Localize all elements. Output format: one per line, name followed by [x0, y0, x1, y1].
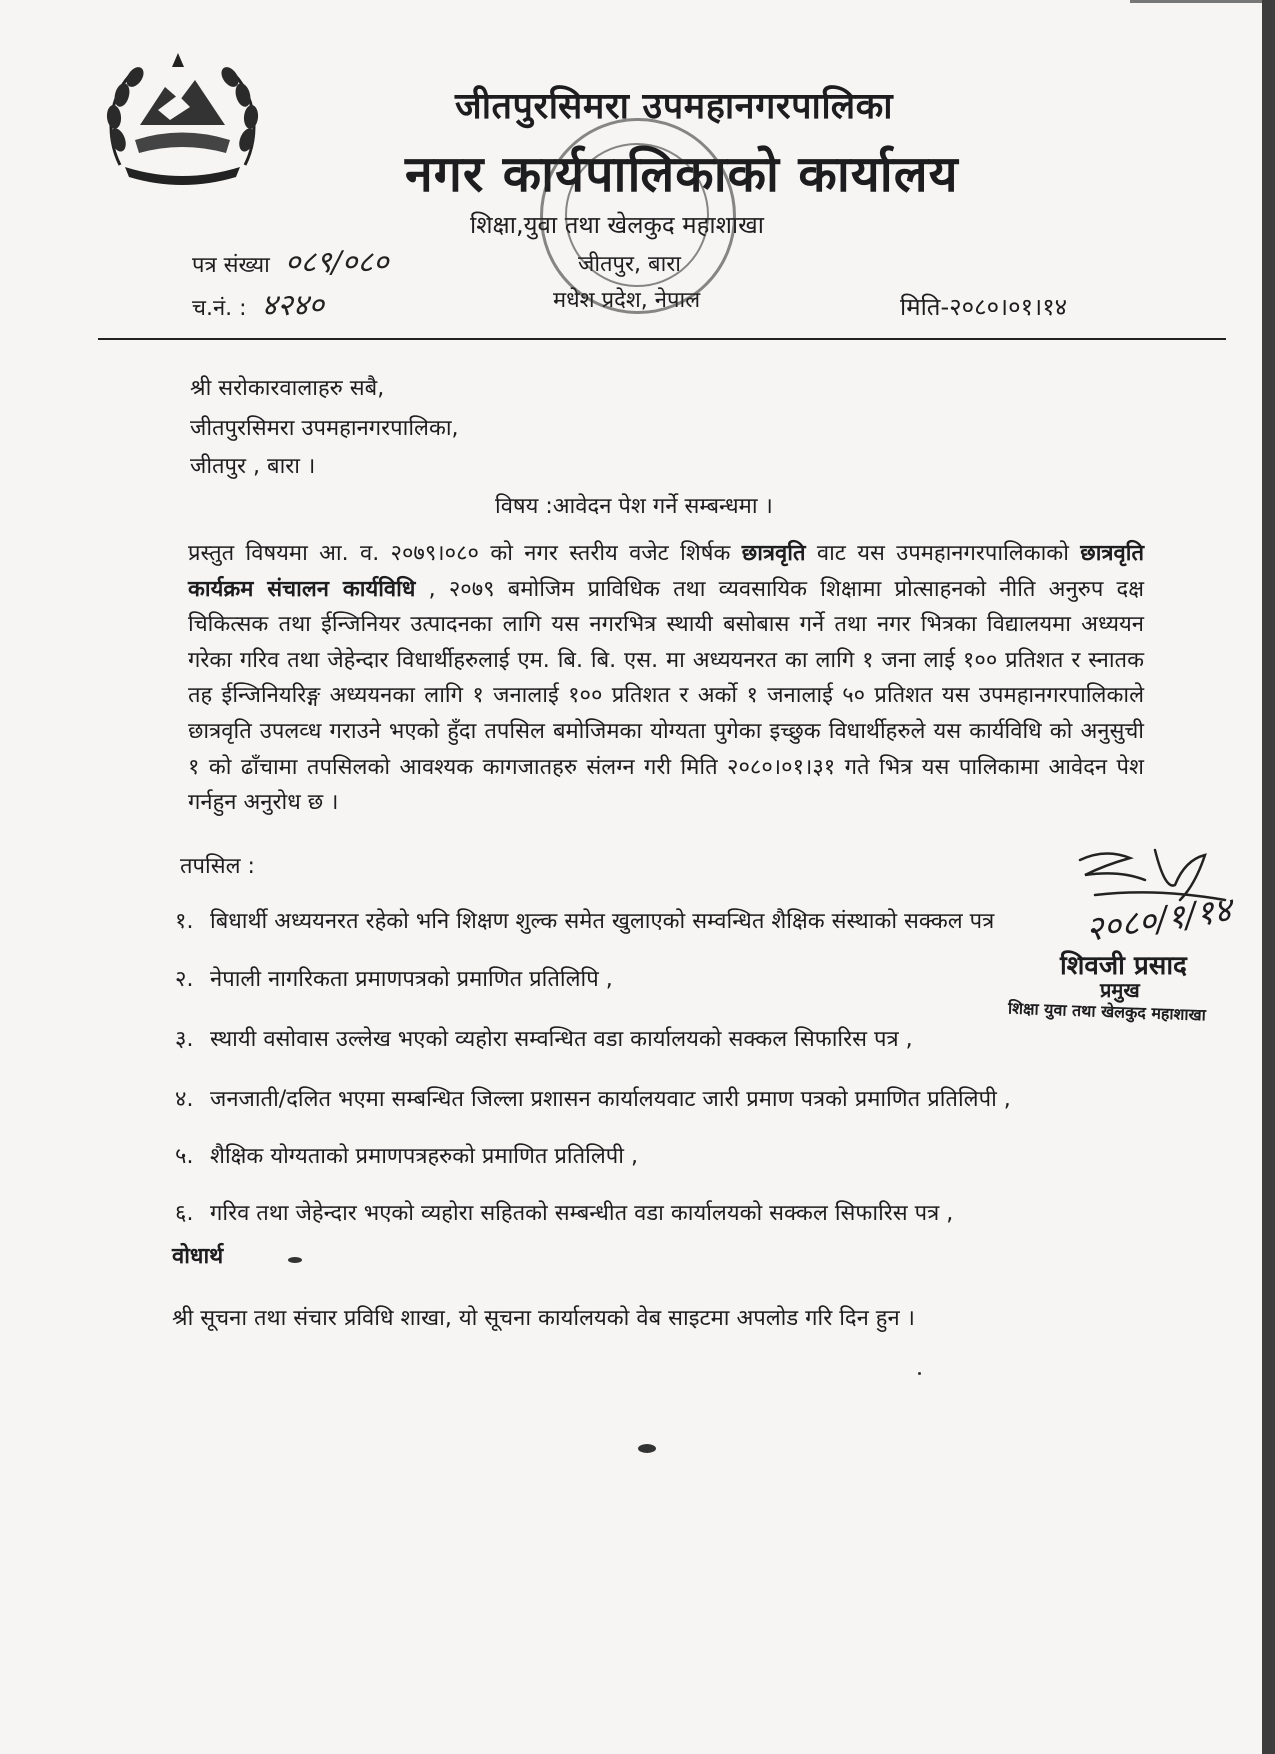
office-stamp-inner: [565, 143, 709, 287]
patra-sankhya: [192, 240, 389, 281]
tapasil-label: तपसिल :: [180, 854, 255, 879]
chalani-number: [192, 283, 324, 324]
scan-speck: [288, 1257, 302, 1263]
province-name: मधेश प्रदेश, नेपाल: [553, 288, 701, 313]
nepal-emblem-icon: [100, 45, 265, 190]
signatory-name: शिवजी प्रसाद: [1060, 951, 1187, 981]
cc-line: श्री सूचना तथा संचार प्रविधि शाखा, यो सूचना कार्यालयको वेब साइटमा अपलोड गरि दिन हुन ।: [172, 1306, 916, 1331]
list-item: [175, 1140, 638, 1170]
chalani-label: च.नं. :: [192, 296, 247, 321]
patra-value: ०८९/०८०: [284, 245, 389, 280]
list-item: [175, 905, 994, 935]
list-item-text: बिधार्थी अध्ययनरत रहेको भनि शिक्षण शुल्क समेत खुलाएको सम्वन्धित शैक्षिक संस्थाको सक्कल पत्र: [210, 909, 995, 934]
addressee-line-3: जीतपुर , बारा ।: [190, 454, 316, 479]
subject-line: विषय :आवेदन पेश गर्ने सम्बन्धमा ।: [495, 494, 773, 519]
org-name: जीतपुरसिमरा उपमहानगरपालिका: [455, 86, 894, 127]
header-divider: [98, 338, 1226, 340]
department-name: शिक्षा,युवा तथा खेलकुद महाशाखा: [470, 211, 764, 239]
body-paragraph: [188, 536, 1144, 821]
list-item-number: ४.: [175, 1087, 194, 1112]
chalani-value: ४२४०: [261, 288, 324, 323]
list-item-number: ३.: [175, 1027, 194, 1052]
signatory-title: प्रमुख: [1100, 978, 1140, 1002]
list-item-text: शैक्षिक योग्यताको प्रमाणपत्रहरुको प्रमाणित प्रतिलिपी ,: [210, 1144, 638, 1169]
scan-speck: [638, 1444, 656, 1453]
list-item-number: २.: [175, 967, 194, 992]
list-item: [175, 1197, 953, 1227]
body-bold-2: छात्रवृति कार्यक्रम संचालन कार्यविधि: [188, 541, 1144, 602]
list-item-number: ६.: [175, 1201, 194, 1226]
scan-edge-shadow: [1262, 0, 1275, 1754]
scan-edge-top: [1130, 0, 1262, 3]
list-item-text: नेपाली नागरिकता प्रमाणपत्रको प्रमाणित प्रतिलिपि ,: [210, 967, 613, 992]
list-item-text: गरिव तथा जेहेन्दार भएको व्यहोरा सहितको सम्बन्धीत वडा कार्यालयको सक्कल सिफारिस पत्र ,: [210, 1201, 954, 1226]
list-item-text: जनजाती/दलित भएमा सम्बन्धित जिल्ला प्रशासन कार्यालयवाट जारी प्रमाण पत्रको प्रमाणित प्रतिलिपी ,: [210, 1087, 1011, 1112]
list-item: [175, 1083, 1011, 1113]
signature-date: २०८०/१/१४: [1083, 889, 1235, 950]
city-name: जीतपुर, बारा: [578, 252, 681, 277]
bodhartha-label: वोधार्थ: [172, 1244, 224, 1269]
body-part-1: प्रस्तुत विषयमा आ. व. २०७९।०८० को नगर स्तरीय वजेट शिर्षक: [188, 541, 742, 566]
list-item-number: १.: [175, 909, 194, 934]
list-item-number: ५.: [175, 1144, 194, 1169]
list-item: [175, 1023, 913, 1053]
body-bold-1: छात्रवृति: [741, 541, 806, 566]
list-item-text: स्थायी वसोवास उल्लेख भएको व्यहोरा सम्वन्धित वडा कार्यालयको सक्कल सिफारिस पत्र ,: [210, 1027, 913, 1052]
body-part-2: वाट यस उपमहानगरपालिकाको: [805, 541, 1081, 566]
office-name: नगर कार्यपालिकाको कार्यालय: [405, 145, 959, 203]
patra-label: पत्र संख्या: [192, 253, 270, 278]
addressee-line-2: जीतपुरसिमरा उपमहानगरपालिका,: [190, 416, 459, 441]
scan-speck: [918, 1372, 921, 1375]
list-item: [175, 963, 613, 993]
signatory-department: शिक्षा युवा तथा खेलकुद महाशाखा: [1007, 998, 1207, 1025]
body-part-3: , २०७९ बमोजिम प्राविधिक तथा व्यवसायिक शिक्षामा प्रोत्साहनको नीति अनुरुप दक्ष चिकित्सक तथा ईन्जिनियर उत्पादनका लागि यस नगरभित्र स्थायी बसोबास गर्ने तथा नगर भित्रका विद्यालयमा अध्ययन गरेका गरिव तथा जेहेन्दार विधार्थीहरुलाई एम. बि. बि. एस. मा अध्ययनरत का लागि १ जना लाई १०० प्रतिशत र स्नातक तह ईन्जिनियरिङ्ग अध्ययनका लागि १ जनालाई १०० प्रतिशत र अर्को १ जनालाई ५० प्रतिशत यस उपमहानगरपालिकाले छात्रवृति उपलव्ध गराउने भएको हुँदा तपसिल बमोजिमका योग्यता पुगेका इच्छुक विधार्थीहरुले यस कार्यविधि को अनुसुची १ को ढाँचामा तपसिलको आवश्यक कागजातहरु संलग्न गरी मिति २०८०।०१।३१ गते भित्र यस पालिकामा आवेदन पेश गर्नहुन अनुरोध छ ।: [188, 576, 1144, 816]
addressee-line-1: श्री सरोकारवालाहरु सबै,: [190, 376, 385, 401]
letter-date: मिति-२०८०।०१।१४: [900, 293, 1068, 321]
